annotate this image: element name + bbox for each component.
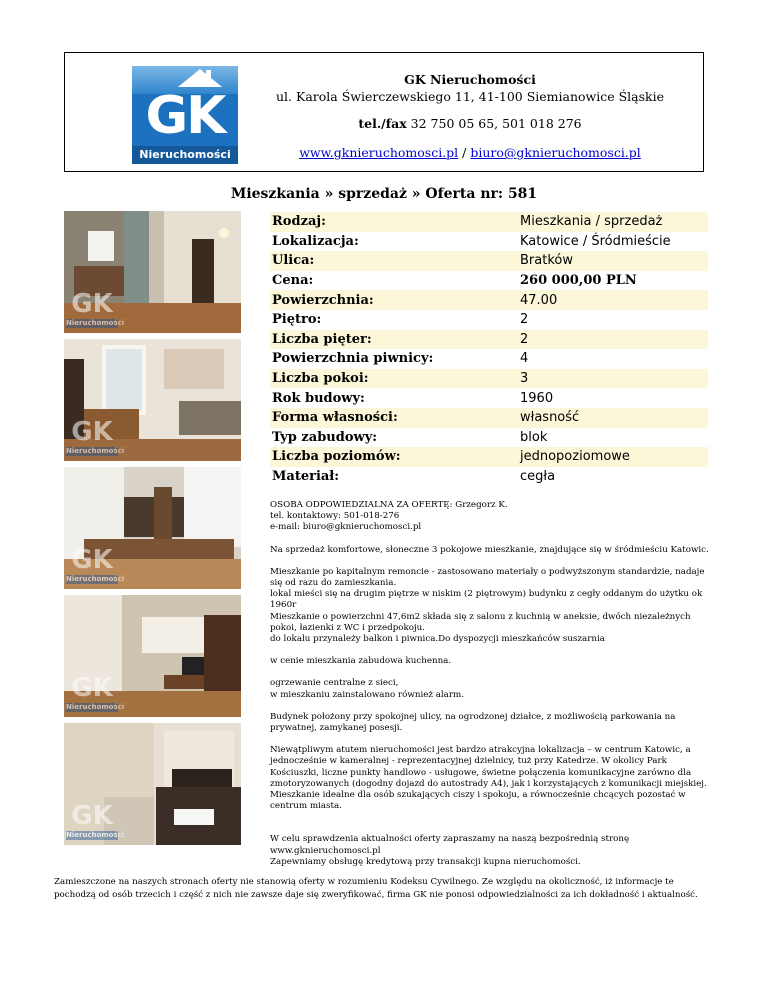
contact-email: e-mail: biuro@gknieruchomosci.pl — [270, 522, 422, 533]
attribute-key: Ulica: — [270, 251, 518, 271]
room-photo[interactable] — [64, 595, 241, 717]
attribute-row — [270, 212, 708, 232]
contact-phone: tel. kontaktowy: 501-018-276 — [270, 511, 400, 522]
kitchen-photo[interactable] — [64, 211, 241, 333]
attribute-row — [270, 408, 708, 428]
logo-band: Nieruchomości — [132, 146, 238, 164]
company-logo — [132, 66, 238, 164]
attribute-value: Mieszkania / sprzedaż — [518, 212, 708, 232]
email-link[interactable]: biuro@gknieruchomosci.pl — [470, 145, 641, 160]
attribute-value: 3 — [518, 369, 708, 389]
logo-letters: GK — [145, 86, 225, 146]
attribute-key: Typ zabudowy: — [272, 429, 378, 445]
contact-person: OSOBA ODPOWIEDZIALNA ZA OFERTĘ: Grzegorz K. — [270, 500, 508, 510]
heating-paragraph: ogrzewanie centralne z sieci, w mieszkaniu zainstalowano również alarm. — [270, 678, 464, 700]
company-info — [255, 71, 685, 161]
offer-description — [270, 500, 710, 879]
attribute-row — [270, 447, 708, 467]
house-roof-icon — [178, 69, 222, 87]
attribute-value: blok — [520, 429, 548, 445]
attribute-value: 2 — [518, 330, 708, 350]
attribute-row — [270, 251, 708, 271]
attribute-key: Cena: — [272, 273, 314, 289]
closing-paragraph: W celu sprawdzenia aktualności oferty zapraszamy na naszą bezpośrednią stronę www.gknieruchomosci.pl Zapewniamy obsługę kredytową przy transakcji kupna nieruchomości. — [270, 834, 630, 867]
company-links — [255, 144, 685, 161]
company-phone — [255, 115, 685, 132]
photo-watermark: GK Nieruchomości — [66, 417, 125, 455]
bathroom-photo[interactable] — [64, 723, 241, 845]
attribute-value: własność — [518, 408, 708, 428]
living-room-photo[interactable] — [64, 339, 241, 461]
attribute-value: 2 — [520, 312, 529, 328]
photo-watermark: GK Nieruchomości — [66, 801, 125, 839]
company-address: ul. Karola Świerczewskiego 11, 41-100 Siemianowice Śląskie — [275, 89, 665, 104]
photo-watermark: GK Nieruchomości — [66, 545, 125, 583]
offer-title: Mieszkania » sprzedaż » Oferta nr: 581 — [230, 186, 538, 202]
attribute-key: Forma własności: — [270, 408, 518, 428]
attribute-key: Lokalizacja: — [272, 233, 359, 249]
attribute-key: Materiał: — [272, 469, 340, 485]
attribute-key: Liczba poziomów: — [270, 447, 518, 467]
legal-disclaimer: Zamieszczone na naszych stronach oferty nie stanowią oferty w rozumieniu Kodeksu Cywilnego. Ze względu na okoliczność, iż informacje te pochodzą od osób trzecich i część z nich nie zawsze daje się zweryfikować, firma GK nie ponosi odpowiedzialności za ich dokładność i aktualność. — [54, 877, 698, 900]
attribute-row — [270, 428, 708, 448]
attribute-row — [270, 232, 708, 252]
attribute-value: jednopoziomowe — [518, 447, 708, 467]
link-separator: / — [458, 145, 471, 160]
attribute-value: 4 — [520, 351, 529, 367]
attribute-key: Liczba pięter: — [270, 330, 518, 350]
attribute-value: Bratków — [518, 251, 708, 271]
attribute-value: 1960 — [520, 390, 554, 406]
attribute-key: Powierzchnia piwnicy: — [272, 351, 434, 367]
kitchen-paragraph: w cenie mieszkania zabudowa kuchenna. — [270, 656, 452, 667]
intro-paragraph: Na sprzedaż komfortowe, słoneczne 3 pokojowe mieszkanie, znajdujące się w śródmieściu Katowic. — [270, 544, 709, 555]
attribute-key: Piętro: — [272, 312, 322, 328]
attribute-key: Powierzchnia: — [270, 290, 518, 310]
attribute-value: 47.00 — [518, 290, 708, 310]
attribute-value: 260 000,00 PLN — [520, 273, 637, 289]
attribute-row — [270, 330, 708, 350]
details-paragraph: Mieszkanie po kapitalnym remoncie - zastosowano materiały o podwyższonym standardzie, nadaje się od razu do zamieszkania. lokal mieści się na drugim piętrze w niskim (2 piętrowym) budynku z cegły oddanym do użytku ok 1960r Mieszkanie o powierzchni 47,6m2 składa się z salonu z kuchnią w aneksie, dwóch niezależnych pokoi, łazienki z WC i przedpokoju. do lokalu przynależy balkon i piwnica.Do dyspozycji mieszkańców suszarnia — [270, 566, 705, 645]
attribute-value: cegła — [520, 469, 556, 485]
contact-block — [270, 500, 710, 534]
attribute-row — [270, 349, 708, 369]
attribute-row — [270, 467, 708, 487]
attribute-row — [270, 369, 708, 389]
phone-label: tel./fax — [358, 116, 407, 131]
attribute-row — [270, 271, 708, 291]
attribute-key: Rodzaj: — [270, 212, 518, 232]
company-name: GK Nieruchomości — [404, 72, 536, 87]
company-header — [64, 52, 704, 172]
attribute-key: Liczba pokoi: — [270, 369, 518, 389]
photo-column — [64, 211, 241, 851]
attribute-row — [270, 290, 708, 310]
attribute-key: Rok budowy: — [272, 390, 365, 406]
attribute-row — [270, 310, 708, 330]
kitchen-annex-photo[interactable] — [64, 467, 241, 589]
attribute-row — [270, 388, 708, 408]
location-paragraph: Niewątpliwym atutem nieruchomości jest bardzo atrakcyjna lokalizacja – w centrum Katowic, a jednocześnie w kameralnej - reprezentacyjnej dzielnicy, tuż przy Katedrze. W okolicy Park Kościuszki, liczne punkty handlowo - usługowe, świetne połączenia komunikacyjne zarówno dla zmotoryzowanych (dogodny dojazd do autostrady A4), jak i korzystających z komunikacji miejskiej. Mieszkanie idealne dla osób szukających ciszy i spokoju, a równocześnie chcących pozostać w centrum miasta. — [270, 745, 707, 812]
attribute-value: Katowice / Śródmieście — [520, 233, 671, 249]
photo-watermark: GK Nieruchomości — [66, 289, 125, 327]
building-paragraph: Budynek położony przy spokojnej ulicy, na ogrodzonej działce, z możliwością parkowania na prywatnej, zamykanej posesji. — [270, 711, 676, 734]
photo-watermark: GK Nieruchomości — [66, 673, 125, 711]
phone-value: 32 750 05 65, 501 018 276 — [406, 116, 582, 131]
website-link[interactable]: www.gknieruchomosci.pl — [299, 145, 459, 160]
offer-attributes-table — [270, 212, 708, 486]
